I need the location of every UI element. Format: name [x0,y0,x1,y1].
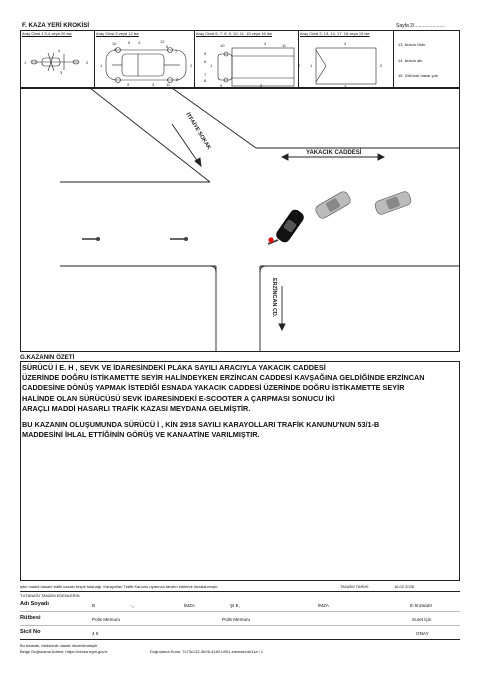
svg-text:4: 4 [58,48,61,53]
svg-text:3: 3 [60,70,63,75]
section-g-title: G.KAZANIN ÖZETİ [20,354,75,361]
svg-text:1: 1 [310,63,313,68]
page-number: Sayfa 2/...................... [396,23,445,29]
street-label-itfaiye: İTFAİYE SOKAK [184,111,212,151]
svg-text:6: 6 [166,44,169,49]
svg-text:2: 2 [86,60,89,65]
officer2-rank: Polis Memuru [222,617,251,622]
summary-line: CADDESİNE DÖNÜŞ YAPMAK İSTEDİĞİ ESNADA YAKACIK CADDESİ ÜZERİNDE DOĞRU İSTİKAMETTE SEYİR [22,383,405,393]
scooter-marker-icon [82,237,100,241]
officer1-rank: Polis Memuru [92,617,121,622]
officers-label: TUTANAĞI TANZİM EDENLERİN [20,593,80,598]
svg-text:4: 4 [264,41,267,46]
parked-car-icon [314,190,352,220]
legend-code: 13 [398,42,403,47]
officer1-registry: 4 6 [92,631,99,636]
car-diagram-icon [100,39,193,87]
divider [20,611,460,612]
street-label-yakacik: YAKACIK CADDESİ [306,150,362,156]
svg-text:7: 7 [175,49,178,54]
damage-legend-item [398,73,438,78]
vehicle-type-label: Araç Cinsi 6, 7, 8, 9, 10, 11, 15 veya 16 ise [196,31,272,36]
svg-text:7: 7 [204,72,207,77]
svg-text:9: 9 [220,83,223,88]
divider [20,639,460,640]
vehicle-type-label: Araç Cinsi 5 veya 12 ise [96,31,139,36]
legend-text: Görünür hasar yok [404,73,438,78]
registry-label: Sicil No [20,629,41,635]
summary-line: ÜZERİNDE DOĞRU İSTİKAMETTE SEYİR HALİNDEYKEN ERZİNCAN CADDESİ KAVŞAĞINA GELDİĞİNDE ERZİNCAN [22,373,425,383]
svg-text:6: 6 [204,59,207,64]
summary-line: ARAÇLI MADDİ HASARLI TRAFİK KAZASI MEYDANA GELMİŞTİR. [22,403,251,413]
summary-paragraph-2 [22,420,462,440]
scooter-impact-icon [268,237,278,244]
vehicle-type-label: Araç Cinsi 1,3,4 veya 20 ise [22,31,72,36]
legend-code: 15 [398,73,403,78]
approval-text: ONAY [416,631,429,636]
officer2-name: ŞI E, [230,603,240,608]
svg-text:10: 10 [112,41,117,46]
officer1-signature-label: İMZA [184,603,195,608]
svg-text:2: 2 [298,63,301,68]
svg-text:3: 3 [260,83,263,88]
svg-text:8: 8 [176,77,179,82]
svg-text:2: 2 [190,63,193,68]
svg-text:4: 4 [138,40,141,45]
svg-text:12: 12 [160,39,165,44]
date-value: 16.02.2026 [394,584,415,589]
name-label: Adı Soyadı [20,601,49,607]
svg-text:4: 4 [344,41,347,46]
officer2-signature-label: İMZA [318,603,329,608]
legend-text: Aracın Üstü [404,42,426,47]
svg-text:3: 3 [344,84,347,88]
motorcycle-diagram-icon [24,48,89,75]
vehicle-diagrams [20,36,460,88]
summary-line: BU KAZANIN OLUŞUMUNDA SÜRÜCÜ İ , KİN 2918 SAYILI KARAYOLLARI TRAFİK KANUNU'NUN 53/1-B [22,420,380,429]
svg-text:2: 2 [380,63,383,68]
officer1-name: B [92,603,96,608]
divider [20,625,460,626]
e-signed-text: E-İmzalıdır [410,603,433,608]
trailer-diagram-icon [310,41,383,88]
legend-code: 14 [398,58,403,63]
svg-text:10: 10 [220,43,225,48]
legend-text: Aracın altı [404,58,423,63]
damage-legend-item [398,58,422,63]
svg-text:1: 1 [100,63,103,68]
svg-text:9: 9 [114,47,117,52]
summary-paragraph-1 [22,363,462,414]
statement-text: işbu maddi hasarlı trafik kazası tespit tutanağı, Karayolları Trafik Kanunu uyarınca tanzim edilerek imzalanmıştır. [20,584,219,589]
rank-label: Rütbesi [20,615,41,621]
svg-text:1: 1 [210,63,213,68]
verification-address: Belge Doğrulama Adresi: https://eimza.egm.gov.tr [20,649,108,654]
accident-sketch [20,88,460,352]
svg-text:8: 8 [204,78,207,83]
divider [20,591,460,592]
svg-text:1: 1 [24,60,27,65]
parked-car-icon [374,190,413,215]
svg-text:9: 9 [127,82,130,87]
truck-diagram-icon [204,41,301,88]
scooter-marker-icon [170,237,188,241]
date-label: TANZİM TARİHİ [340,584,369,589]
section-f-title: F. KAZA YERİ KROKİSİ [22,22,90,29]
damage-legend-item [398,42,425,47]
svg-text:11: 11 [282,43,287,48]
vehicle-type-label: Araç Cinsi 2, 13, 14, 17, 18 veya 19 ise [300,31,370,36]
street-label-erzincan: ERZİNCAN CD. [271,278,277,318]
officer1-name-rest: -,, [130,603,135,608]
svg-text:5: 5 [128,40,131,45]
svg-text:3: 3 [152,82,155,87]
accident-car-icon [275,208,306,244]
summary-line: MADDESİNİ İHLAL ETTİĞİNİN GÖRÜŞ VE KANAATİNE VARILMIŞTIR. [22,430,260,440]
electronic-note: Bu tutanak, elektronik olarak düzenlenmiştir [20,643,98,648]
verification-code: Doğrulama Kodu: 7c73c132-3b26-4182-b901-edceaec4e11a \ 1 [150,649,264,654]
copy-for-text: Suret İçin [412,617,432,622]
svg-text:11: 11 [166,82,171,87]
svg-text:5: 5 [204,51,207,56]
summary-line: HALİNDE OLAN SÜRÜCÜSÜ SEVK İDARESİNDEKİ E-SCOOTER A ÇARPMASI SONUCU İKİ [22,393,335,403]
summary-line: SÜRÜCÜ İ E. H , SEVK VE İDARESİNDEKİ PLAKA SAYILI ARACIYLA YAKACIK CADDESİ [22,363,326,372]
